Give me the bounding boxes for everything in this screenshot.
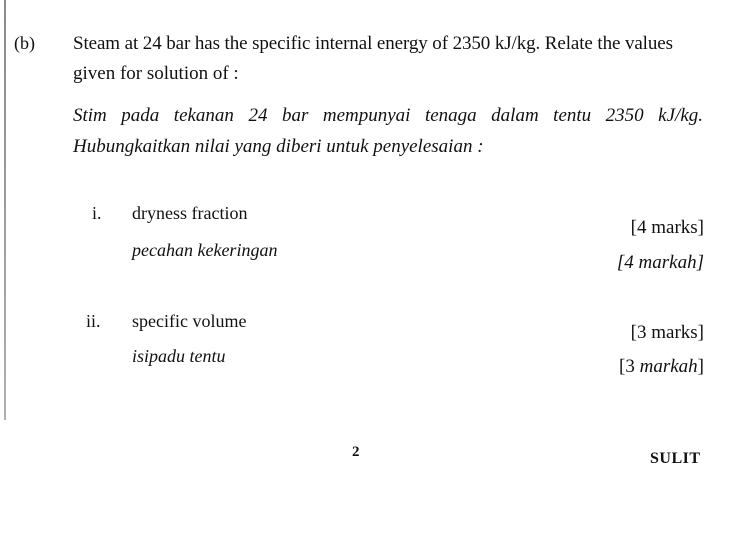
- left-margin-line: [4, 0, 6, 420]
- question-english-line-1: Steam at 24 bar has the specific internal energy of 2350 kJ/kg. Relate the values: [73, 33, 673, 54]
- item-number: ii.: [86, 311, 101, 331]
- item-english-text: specific volume: [132, 311, 247, 331]
- malay-marks-close: ]: [697, 356, 704, 377]
- item-english-text: dryness fraction: [132, 203, 248, 223]
- malay-marks-open: [3: [619, 356, 640, 377]
- question-malay-line-1: Stim pada tekanan 24 bar mempunyai tenaga dalam tentu 2350 kJ/kg.: [73, 105, 703, 126]
- item-malay-marks: [619, 356, 704, 378]
- question-malay-line-2: Hubungkaitkan nilai yang diberi untuk penyelesaian :: [73, 136, 484, 157]
- item-malay-text: pecahan kekeringan: [132, 240, 278, 260]
- question-label: (b): [14, 33, 35, 53]
- page-number: 2: [352, 444, 360, 460]
- question-english-line-2: given for solution of :: [73, 63, 239, 84]
- classification-label: SULIT: [650, 450, 701, 467]
- item-malay-marks: [4 markah]: [616, 252, 704, 273]
- malay-marks-word: markah: [639, 356, 698, 377]
- item-english-marks: [3 marks]: [630, 322, 704, 343]
- item-number: i.: [92, 203, 102, 223]
- item-english-marks: [4 marks]: [630, 217, 704, 238]
- item-malay-text: isipadu tentu: [132, 346, 226, 366]
